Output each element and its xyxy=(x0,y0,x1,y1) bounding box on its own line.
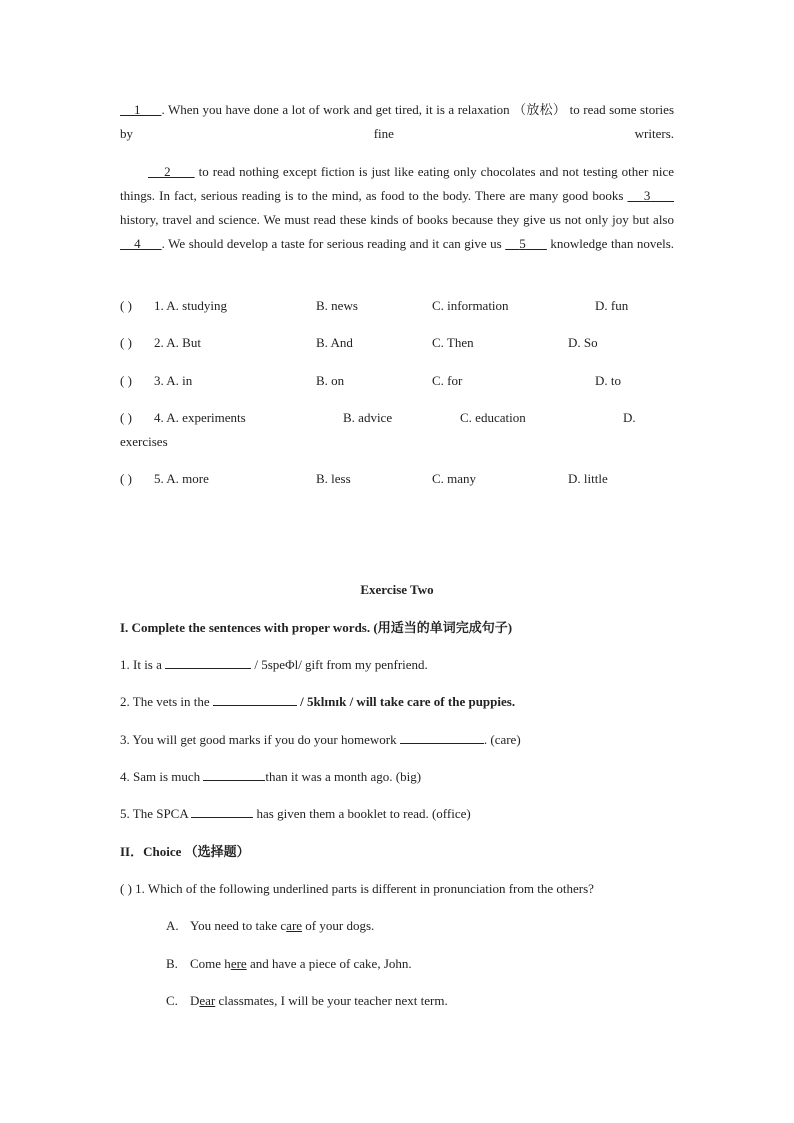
blank-5: 5 xyxy=(519,236,526,251)
blank-4: 4 xyxy=(134,236,141,251)
fill-item-1: 1. It is a / 5speΦl/ gift from my penfriend. xyxy=(120,657,428,672)
answer-blank[interactable] xyxy=(191,804,253,818)
option-d: D. to xyxy=(595,373,621,388)
answer-paren[interactable]: ( ) xyxy=(120,298,132,313)
section-2-title: II．Choice （选择题） xyxy=(120,844,250,859)
choice-option-c[interactable]: C. Dear classmates, I will be your teacher next term. xyxy=(166,993,448,1008)
option-c: C. information xyxy=(432,298,509,313)
question-row-2 xyxy=(120,333,680,353)
choice-option-a[interactable]: A. You need to take care of your dogs. xyxy=(166,918,375,933)
option-a: 3. A. in xyxy=(154,373,193,388)
answer-paren[interactable]: ( ) xyxy=(120,373,132,388)
option-c: C. Then xyxy=(432,335,474,350)
exercise-two-title: Exercise Two xyxy=(360,582,434,597)
question-row-4-wrap: exercises xyxy=(120,434,168,449)
question-row-5 xyxy=(120,469,680,489)
option-a: 2. A. But xyxy=(154,335,201,350)
fill-item-4: 4. Sam is much than it was a month ago. (big) xyxy=(120,769,422,784)
answer-blank[interactable] xyxy=(203,767,265,781)
option-a: 4. A. experiments xyxy=(154,410,246,425)
option-d: D. little xyxy=(568,471,608,486)
option-b: B. less xyxy=(316,471,351,486)
answer-paren[interactable]: ( ) xyxy=(120,410,132,425)
blank-1: 1 xyxy=(133,102,141,117)
option-d: D. fun xyxy=(595,298,629,313)
answer-blank[interactable] xyxy=(400,730,484,744)
option-c: C. for xyxy=(432,373,463,388)
answer-blank[interactable] xyxy=(213,692,297,706)
blank-2: 2 xyxy=(164,164,171,179)
option-a: 5. A. more xyxy=(154,471,209,486)
passage-paragraph-1: 1 . When you have done a lot of work and get tired, it is a relaxation （放松） to read some stories by fine writers. xyxy=(120,102,675,141)
answer-paren[interactable]: ( ) xyxy=(120,335,132,350)
fill-item-3: 3. You will get good marks if you do your homework . (care) xyxy=(120,732,521,747)
choice-option-b[interactable]: B. Come here and have a piece of cake, John. xyxy=(166,956,412,971)
question-row-3 xyxy=(120,371,680,391)
option-c: C. education xyxy=(460,410,526,425)
option-d: D. xyxy=(623,410,636,425)
option-b: B. news xyxy=(316,298,358,313)
option-c: C. many xyxy=(432,471,477,486)
question-row-1 xyxy=(120,296,680,316)
option-b: B. on xyxy=(316,373,345,388)
option-a: 1. A. studying xyxy=(154,298,227,313)
option-d: D. So xyxy=(568,335,598,350)
passage-paragraph-2: 2 to read nothing except fiction is just like eating only chocolates and not testing other nice things. In fact, serious reading is to the mind, as food to the body. There are many good books 3 history, travel and science. We must read these kinds of books because they give us not only joy but also 4 . We should develop a taste for serious reading and it can give us 5 knowledge than novels. xyxy=(120,164,675,251)
option-b: B. And xyxy=(316,335,353,350)
question-row-4 xyxy=(120,408,680,428)
answer-paren[interactable]: ( ) xyxy=(120,471,132,486)
section-1-title: I. Complete the sentences with proper words. (用适当的单词完成句子) xyxy=(120,620,513,635)
blank-3: 3 xyxy=(643,188,651,203)
answer-blank[interactable] xyxy=(165,655,251,669)
fill-item-2: 2. The vets in the / 5klɪnɪk / will take care of the puppies. xyxy=(120,694,516,709)
option-b: B. advice xyxy=(343,410,393,425)
choice-question-1: ( ) 1. Which of the following underlined parts is different in pronunciation from the others? xyxy=(120,881,594,896)
fill-item-5: 5. The SPCA has given them a booklet to read. (office) xyxy=(120,806,471,821)
